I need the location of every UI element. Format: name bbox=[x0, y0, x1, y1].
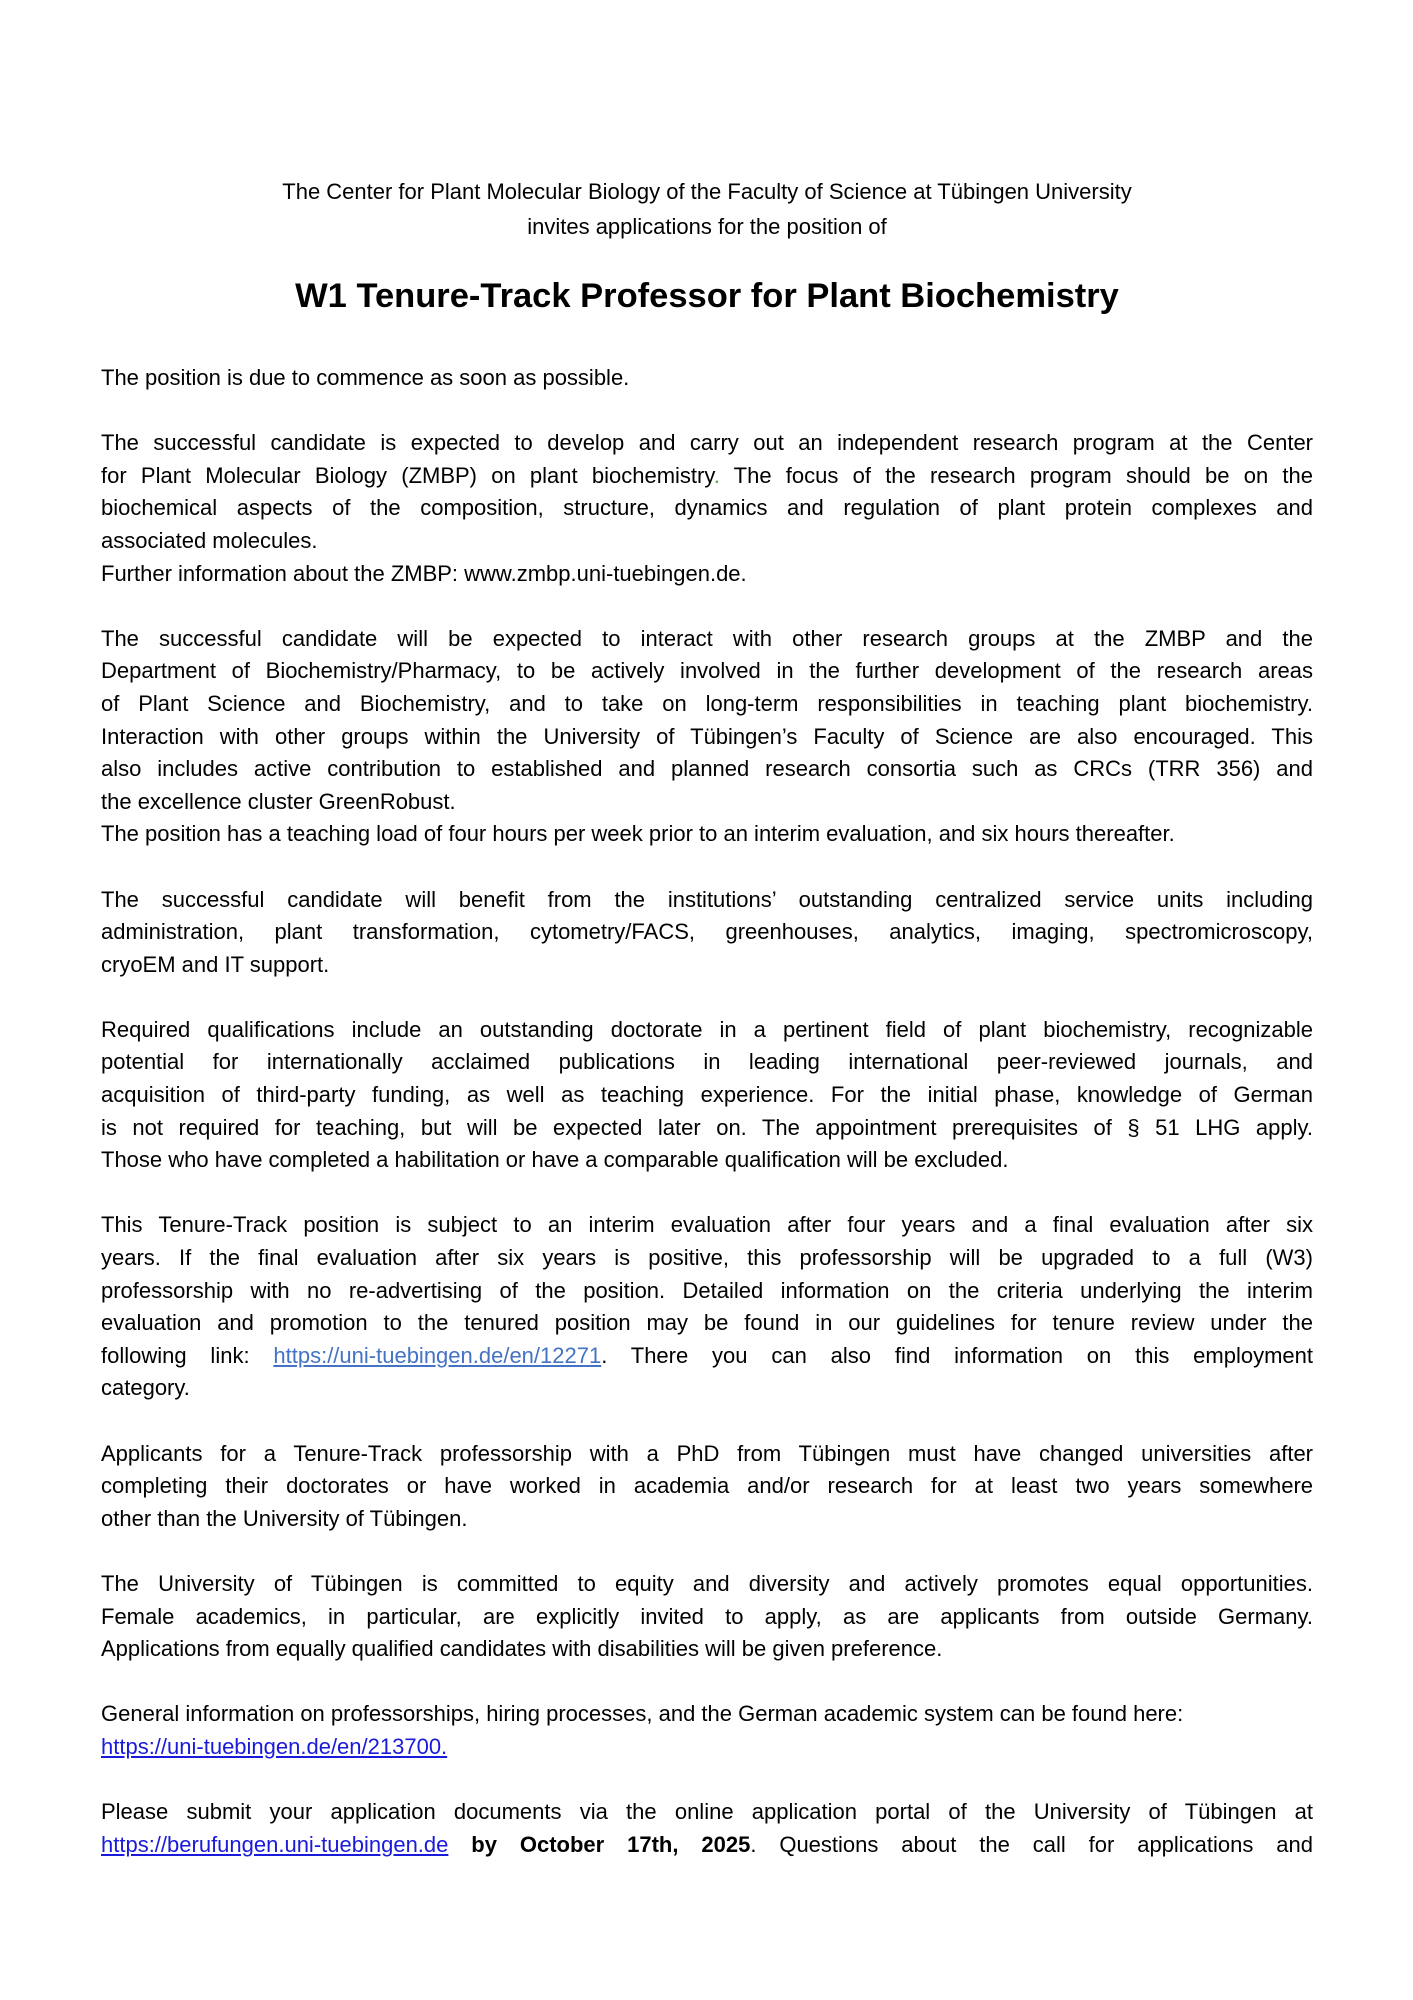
teaching-load-line: The position has a teaching load of four hours per week prior to an interim evaluation, and six hours thereafter. bbox=[101, 821, 1175, 847]
paragraph-research-program bbox=[101, 427, 1313, 590]
zmbp-info-line: Further information about the ZMBP: www.zmbp.uni-tuebingen.de. bbox=[101, 560, 747, 586]
text-line: evaluation and promotion to the tenured position may be found in our guidelines for tenure review under the bbox=[101, 1310, 1313, 1336]
text-line bbox=[101, 1340, 1313, 1373]
text-line: General information on professorships, hiring processes, and the German academic system can be found here: bbox=[101, 1701, 1184, 1727]
text-line: Those who have completed a habilitation or have a comparable qualification will be excluded. bbox=[101, 1147, 1009, 1173]
paragraph-general-info bbox=[101, 1698, 1313, 1763]
application-portal-link[interactable]: https://berufungen.uni-tuebingen.de bbox=[101, 1831, 449, 1857]
paragraph-service-units bbox=[101, 884, 1313, 982]
text-line: Please submit your application documents via the online application portal of the University of Tübingen at bbox=[101, 1799, 1313, 1825]
paragraph-interaction bbox=[101, 623, 1313, 851]
text-line: completing their doctorates or have worked in academia and/or research for at least two years somewhere bbox=[101, 1473, 1313, 1499]
text-segment: following link: bbox=[101, 1342, 274, 1368]
header-invitation-line: invites applications for the position of bbox=[527, 214, 887, 239]
text-line: The successful candidate will be expected to interact with other research groups at the ZMBP and the bbox=[101, 625, 1313, 651]
text-line: years. If the final evaluation after six years is positive, this professorship will be upgraded to a full (W3) bbox=[101, 1245, 1313, 1271]
text-line: The University of Tübingen is committed to equity and diversity and actively promotes equal opportunities. bbox=[101, 1570, 1313, 1596]
general-info-link[interactable]: https://uni-tuebingen.de/en/213700. bbox=[101, 1733, 448, 1759]
text-segment: The focus of the research program should be on the bbox=[719, 462, 1313, 488]
text-line: also includes active contribution to established and planned research consortia such as CRCs (TRR 356) and bbox=[101, 756, 1313, 782]
text-line: The successful candidate is expected to develop and carry out an independent research program at the Center bbox=[101, 430, 1313, 456]
text-line bbox=[101, 1731, 1313, 1764]
paragraph-phd-mobility bbox=[101, 1438, 1313, 1536]
text-line: Applications from equally qualified candidates with disabilities will be given preference. bbox=[101, 1636, 943, 1662]
text-line: cryoEM and IT support. bbox=[101, 951, 330, 977]
text-line: The position is due to commence as soon as possible. bbox=[101, 365, 630, 390]
text-segment: for Plant Molecular Biology (ZMBP) on plant biochemistry bbox=[101, 462, 714, 488]
text-line: Female academics, in particular, are explicitly invited to apply, as are applicants from outside Germany. bbox=[101, 1603, 1313, 1629]
text-line bbox=[101, 460, 1313, 493]
text-segment: . Questions about the call for applications and bbox=[750, 1831, 1313, 1857]
text-line: The successful candidate will benefit from the institutions’ outstanding centralized service units including bbox=[101, 886, 1313, 912]
text-line: This Tenure-Track position is subject to an interim evaluation after four years and a final evaluation after six bbox=[101, 1212, 1313, 1238]
text-line: Applicants for a Tenure-Track professorship with a PhD from Tübingen must have changed universities after bbox=[101, 1440, 1313, 1466]
text-line: biochemical aspects of the composition, structure, dynamics and regulation of plant protein complexes and bbox=[101, 495, 1313, 521]
paragraph-submission bbox=[101, 1796, 1313, 1861]
text-line: acquisition of third-party funding, as well as teaching experience. For the initial phase, knowledge of German bbox=[101, 1082, 1313, 1108]
text-line: category. bbox=[101, 1375, 190, 1401]
paragraph-qualifications bbox=[101, 1014, 1313, 1177]
tenure-guidelines-link[interactable]: https://uni-tuebingen.de/en/12271 bbox=[273, 1342, 602, 1368]
text-line: professorship with no re-advertising of the position. Detailed information on the criteria underlying the interim bbox=[101, 1277, 1313, 1303]
document-body bbox=[101, 362, 1313, 1894]
paragraph-equity bbox=[101, 1568, 1313, 1666]
paragraph-start-date bbox=[101, 362, 1313, 395]
header-block bbox=[101, 174, 1313, 244]
text-line: Department of Biochemistry/Pharmacy, to be actively involved in the further development of the research areas bbox=[101, 658, 1313, 684]
text-line bbox=[101, 1829, 1313, 1862]
page-title: W1 Tenure-Track Professor for Plant Biochemistry bbox=[295, 277, 1119, 315]
text-line: is not required for teaching, but will be expected later on. The appointment prerequisites of § 51 LHG apply. bbox=[101, 1114, 1313, 1140]
text-line: the excellence cluster GreenRobust. bbox=[101, 788, 456, 814]
text-line: potential for internationally acclaimed publications in leading international peer-reviewed journals, and bbox=[101, 1049, 1313, 1075]
text-line: Required qualifications include an outstanding doctorate in a pertinent field of plant biochemistry, recognizable bbox=[101, 1016, 1313, 1042]
deadline-text: by October 17th, 2025 bbox=[448, 1831, 751, 1857]
text-line: of Plant Science and Biochemistry, and to take on long-term responsibilities in teaching plant biochemistry. bbox=[101, 690, 1313, 716]
paragraph-tenure-evaluation bbox=[101, 1209, 1313, 1405]
header-institution-line: The Center for Plant Molecular Biology of the Faculty of Science at Tübingen University bbox=[282, 179, 1132, 204]
text-segment: . There you can also find information on this employment bbox=[601, 1342, 1313, 1368]
text-line: Interaction with other groups within the University of Tübingen’s Faculty of Science are also encouraged. This bbox=[101, 723, 1313, 749]
text-line: other than the University of Tübingen. bbox=[101, 1505, 468, 1531]
text-line: administration, plant transformation, cytometry/FACS, greenhouses, analytics, imaging, spectromicroscopy, bbox=[101, 919, 1313, 945]
text-line: associated molecules. bbox=[101, 527, 318, 553]
green-period: . bbox=[713, 462, 720, 488]
